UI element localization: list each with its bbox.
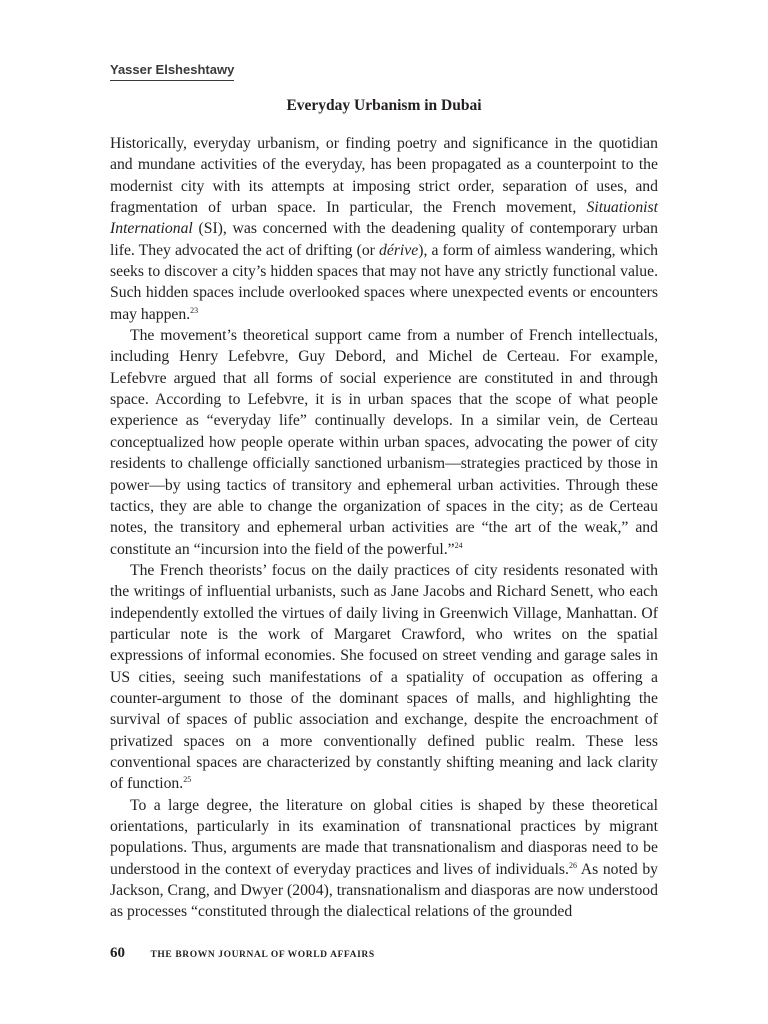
text-run: The movement’s theoretical support came from a number of French intellectuals, including Henry Lefebvre, Guy Debord, and Michel de Certeau. For example, Lefebvre argued that all forms of social experience are constituted in and through space. According to Lefebvre, it is in urban spaces that the scope of what people experience as “everyday life” continually develops. In a similar vein, de Certeau conceptualized how people operate within urban spaces, advocating the power of city residents to challenge officially sanctioned urbanism—strategies practiced by those in power—by using tactics of transitory and ephemeral urban activities. Through these tactics, they are able to change the organization of spaces in the city; as de Certeau notes, the transitory and ephemeral urban activities are “the art of the weak,” and constitute an “incursion into the field of the powerful.” [110,327,658,558]
paragraph [110,325,658,560]
footnote-ref[interactable]: 23 [190,305,199,315]
text-run-italic: dérive [379,241,419,259]
page-footer [110,945,375,962]
footnote-ref[interactable]: 24 [454,540,463,550]
journal-name: THE BROWN JOURNAL OF WORLD AFFAIRS [150,950,375,960]
page-number: 60 [110,945,125,961]
article-body [110,133,658,923]
text-run: ), a form of aimless wandering, which seeks to discover a city’s hidden spaces that may not have any strictly functional value. Such hidden spaces include overlooked spaces where unexpected events or encounters may happen. [110,241,658,323]
text-run: The French theorists’ focus on the daily practices of city residents resonated with the writings of influential urbanists, such as Jane Jacobs and Richard Senett, who each independently extolled the virtues of daily living in Greenwich Village, Manhattan. Of particular note is the work of Margaret Crawford, who writes on the spatial expressions of informal economies. She focused on street vending and garage sales in US cities, seeing such manifestations of a spatiality of occupation as offering a counter-argument to those of the dominant spaces of malls, and highlighting the survival of spaces of public association and exchange, despite the encroachment of privatized spaces on a more conventionally defined public realm. These less conventional spaces are characterized by constantly shifting meaning and lack clarity of function. [110,561,658,793]
text-run: (SI), was concerned with the deadening quality of contemporary urban life. They advocated the act of drifting (or [110,220,658,259]
footnote-ref[interactable]: 25 [183,775,192,785]
running-header-author: Yasser Elsheshtawy [110,62,234,81]
text-run: As noted by Jackson, Crang, and Dwyer (2004), transnationalism and diasporas are now understood as processes “constituted through the dialectical relations of the grounded [110,860,659,921]
paragraph [110,795,658,923]
paragraph [110,133,658,325]
text-run-italic: Situationist International [110,199,658,238]
text-run: To a large degree, the literature on global cities is shaped by these theoretical orientations, particularly in its examination of transnational practices by migrant populations. Thus, arguments are made that transnationalism and diasporas need to be understood in the context of everyday practices and lives of individuals. [110,796,658,878]
paragraph [110,560,658,795]
text-run: Historically, everyday urbanism, or finding poetry and significance in the quotidian and mundane activities of the everyday, has been propagated as a counterpoint to the modernist city with its attempts at imposing strict order, separation of uses, and fragmentation of urban space. In particular, the French movement, [110,135,658,217]
section-title: Everyday Urbanism in Dubai [286,97,482,114]
footnote-ref[interactable]: 26 [568,860,577,870]
